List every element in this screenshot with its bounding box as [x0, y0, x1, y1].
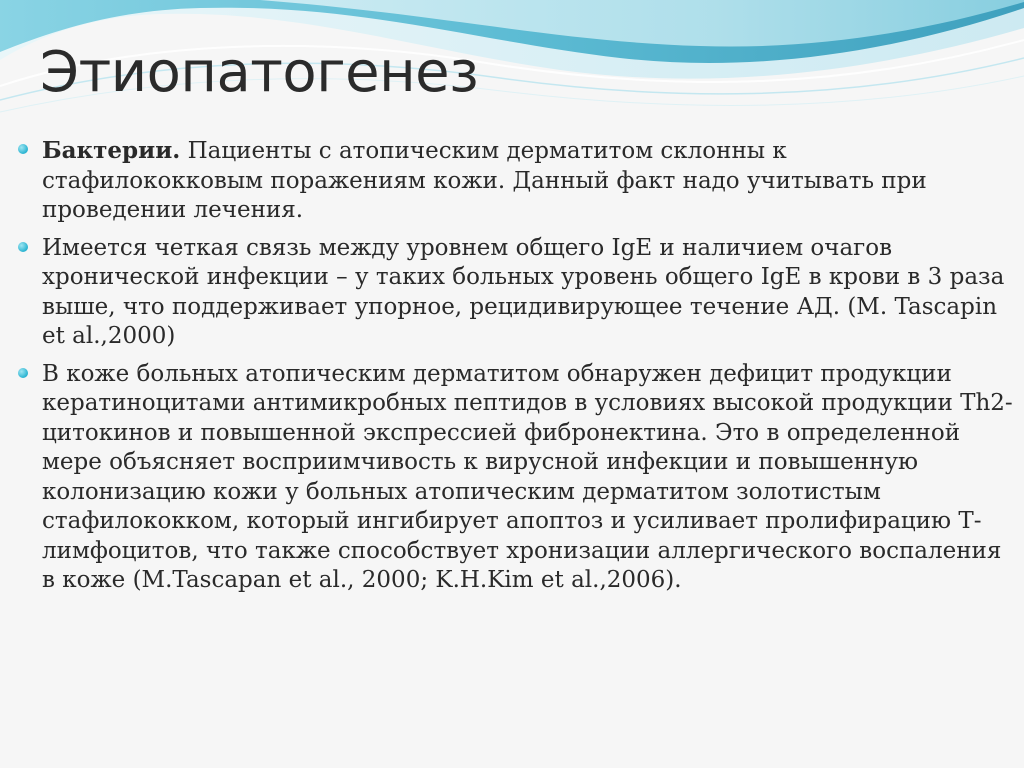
slide-title: Этиопатогенез: [40, 40, 479, 105]
circle-bullet-icon: [18, 368, 28, 378]
bullet-lead: Бактерии.: [42, 137, 181, 164]
bullet-text: Пациенты с атопическим дерматитом склонны к стафилококковым поражениям кожи. Данный факт надо учитывать при проведении лечения.: [42, 138, 927, 223]
bullet-text: Имеется четкая связь между уровнем общего IgE и наличием очагов хронической инфекции – у таких больных уровень общего IgE в крови в 3 раза выше, что поддерживает упорное, рецидивирующее течение АД. (M. Tascapin et al.,2000): [42, 234, 1005, 349]
bullet-item-ige: [18, 234, 1013, 352]
circle-bullet-icon: [18, 144, 28, 154]
bullet-text: В коже больных атопическим дерматитом обнаружен дефицит продукции кератиноцитами антимикробных пептидов в условиях высокой продукции Th2-цитокинов и повышенной экспрессией фибронектина. Это в определенной мере объясняет восприимчивость к вирусной инфекции и повышенную колонизацию кожи у больных атопическим дерматитом золотистым стафилококком, который ингибирует апоптоз и усиливает пролифирацию Т-лимфоцитов, что также способствует хронизации аллергического воспаления в коже (M.Tascapan et al., 2000; K.H.Kim et al.,2006).: [42, 360, 1013, 593]
bullet-item-bacteria: [18, 136, 1013, 226]
circle-bullet-icon: [18, 242, 28, 252]
bullet-list: [18, 136, 1013, 604]
bullet-item-peptides: [18, 360, 1013, 596]
